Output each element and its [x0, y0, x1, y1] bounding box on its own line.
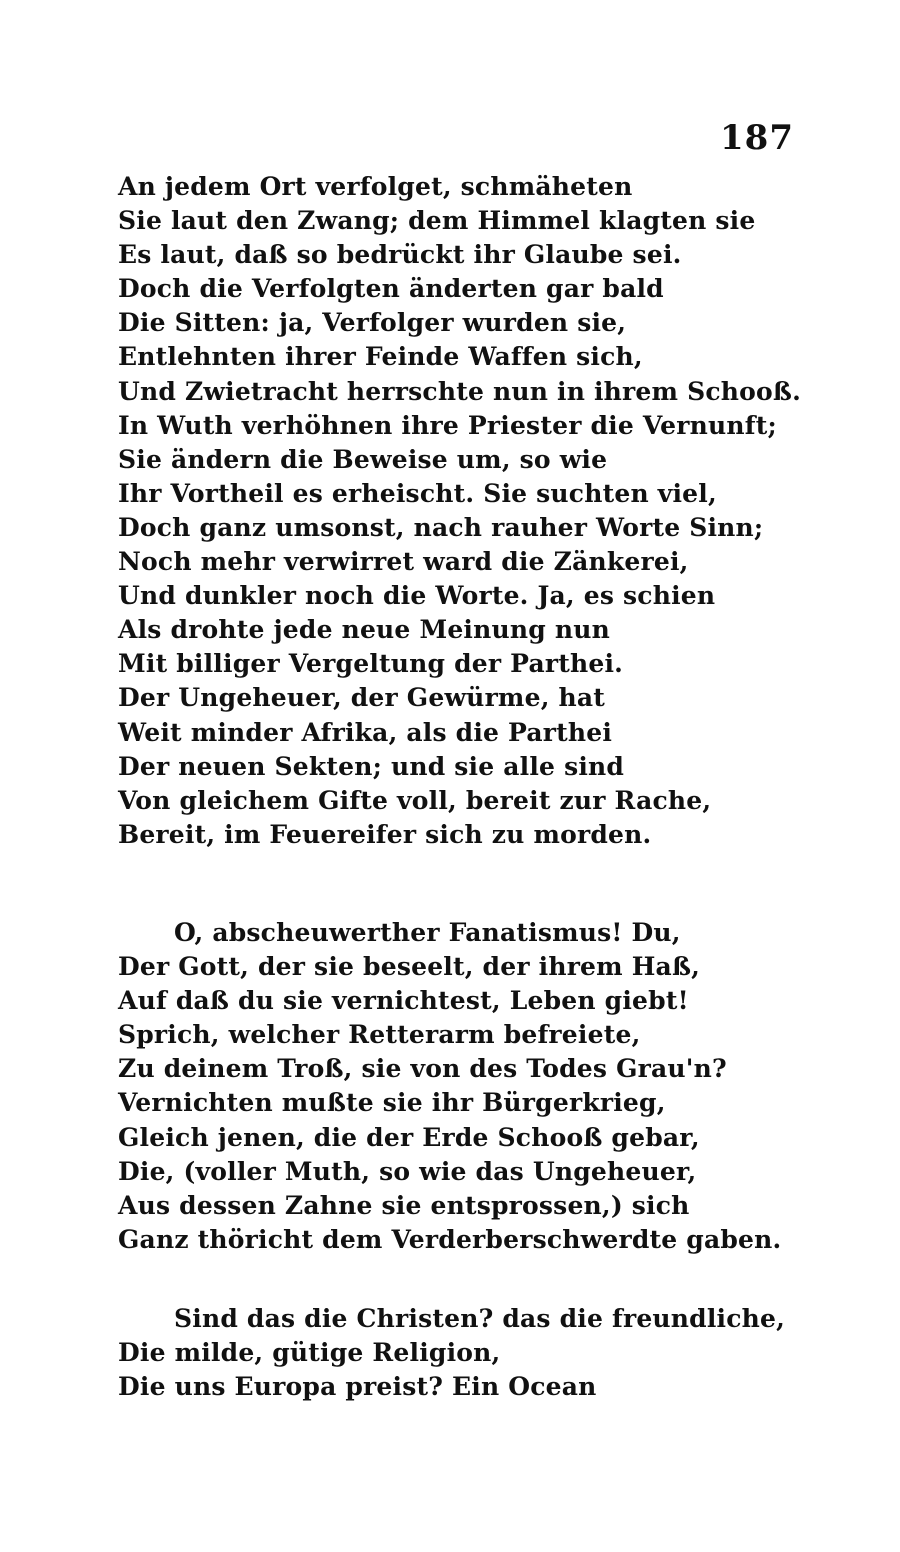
verse-line: Und dunkler noch die Worte. Ja, es schien: [118, 581, 716, 611]
verse-line: O, abscheuwerther Fanatismus! Du,: [174, 918, 681, 947]
verse-line: Sprich, welcher Retterarm befreiete,: [118, 1020, 641, 1050]
verse-line: Sind das die Christen? das die freundliche,: [174, 1304, 786, 1333]
verse-line: Mit billiger Vergeltung der Parthei.: [118, 649, 624, 679]
verse-line: Sie ändern die Beweise um, so wie: [118, 444, 608, 474]
verse-line: An jedem Ort verfolget, schmäheten: [118, 172, 633, 201]
verse-line: Weit minder Afrika, als die Parthei: [118, 717, 613, 747]
verse-line: Die milde, gütige Religion,: [118, 1338, 501, 1368]
verse-line: Die uns Europa preist? Ein Ocean: [118, 1372, 597, 1402]
verse-line: Der neuen Sekten; und sie alle sind: [118, 751, 625, 781]
verse-line: Ganz thöricht dem Verderberschwerdte gaben.: [118, 1224, 782, 1254]
verse-line: Doch ganz umsonst, nach rauher Worte Sinn;: [118, 512, 764, 542]
verse-line: Sie laut den Zwang; dem Himmel klagten sie: [118, 206, 756, 236]
verse-line: Auf daß du sie vernichtest, Leben giebt!: [118, 986, 689, 1016]
verse-line: Als drohte jede neue Meinung nun: [118, 615, 610, 645]
verse-line: Ihr Vortheil es erheischt. Sie suchten viel,: [118, 478, 717, 508]
stanza-2: [118, 916, 782, 1257]
verse-line: Aus dessen Zahne sie entsprossen,) sich: [118, 1190, 690, 1220]
page-number: 187: [720, 118, 794, 158]
verse-line: Von gleichem Gifte voll, bereit zur Rache,: [118, 785, 712, 815]
verse-line: Der Ungeheuer, der Gewürme, hat: [118, 683, 606, 713]
verse-line: Noch mehr verwirret ward die Zänkerei,: [118, 547, 689, 577]
verse-line: Es laut, daß so bedrückt ihr Glaube sei.: [118, 240, 682, 270]
verse-line: Die Sitten: ja, Verfolger wurden sie,: [118, 308, 627, 338]
stanza-1: [118, 170, 801, 852]
verse-line: Der Gott, der sie beseelt, der ihrem Haß,: [118, 952, 701, 982]
verse-line: Doch die Verfolgten änderten gar bald: [118, 274, 664, 304]
stanza-3: [118, 1302, 786, 1404]
verse-line: Bereit, im Feuereifer sich zu morden.: [118, 819, 652, 849]
verse-line: Und Zwietracht herrschte nun in ihrem Schooß.: [118, 376, 801, 406]
verse-line: Zu deinem Troß, sie von des Todes Grau'n?: [118, 1054, 727, 1084]
verse-line: Die, (voller Muth, so wie das Ungeheuer,: [118, 1156, 697, 1186]
verse-line: Gleich jenen, die der Erde Schooß gebar,: [118, 1122, 700, 1152]
verse-line: In Wuth verhöhnen ihre Priester die Vernunft;: [118, 410, 777, 440]
verse-line: Vernichten mußte sie ihr Bürgerkrieg,: [118, 1088, 666, 1118]
verse-line: Entlehnten ihrer Feinde Waffen sich,: [118, 342, 643, 372]
